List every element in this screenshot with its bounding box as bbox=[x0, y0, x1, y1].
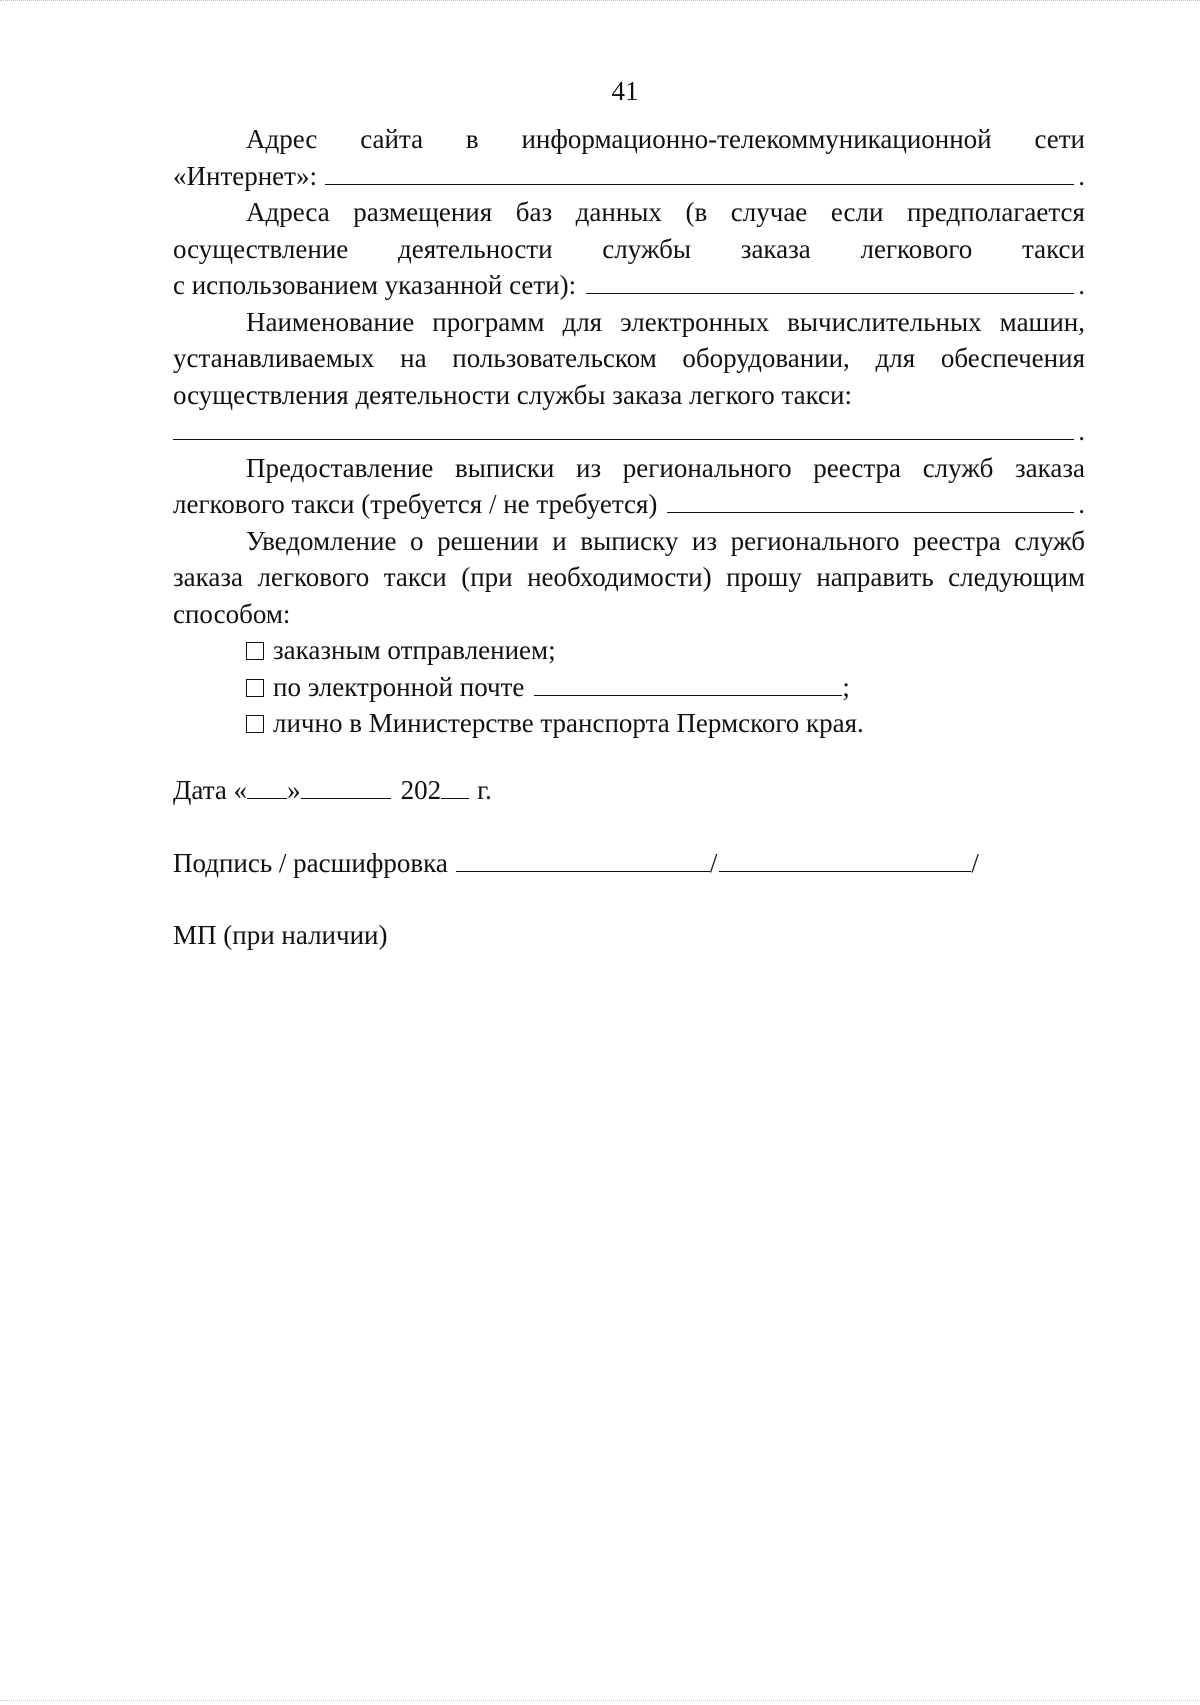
databases-word: осуществление bbox=[173, 233, 349, 264]
databases-word: предполагается bbox=[906, 197, 1085, 227]
website-word: Адрес bbox=[246, 124, 318, 154]
website-period: . bbox=[1078, 160, 1085, 191]
databases-word: (в bbox=[685, 197, 708, 227]
date-close-quote: » bbox=[287, 775, 301, 805]
databases-line-2 bbox=[173, 231, 1085, 268]
databases-field-line bbox=[173, 267, 1085, 304]
programs-text: Наименование программ для электронных вычислительных машин, устанавливаемых на пользовательском оборудовании, для обеспечения осуществления деятельности службы заказа легкого такси: bbox=[173, 306, 1085, 410]
website-word: информационно-телекоммуникационной bbox=[521, 124, 992, 154]
databases-word: службы bbox=[602, 233, 692, 264]
extract-label-2: легкового такси (требуется / не требуется) bbox=[173, 489, 658, 519]
databases-word: Адреса bbox=[246, 197, 330, 227]
databases-word: данных bbox=[575, 197, 662, 227]
date-day-input[interactable] bbox=[247, 776, 287, 799]
signature-input[interactable] bbox=[456, 849, 710, 872]
date-year-input[interactable] bbox=[441, 776, 469, 799]
databases-word: если bbox=[830, 197, 884, 227]
databases-word: баз bbox=[515, 197, 553, 227]
stamp-label: МП (при наличии) bbox=[173, 920, 388, 950]
databases-word: такси bbox=[1021, 233, 1085, 264]
extract-period: . bbox=[1078, 489, 1085, 519]
date-suffix: г. bbox=[477, 775, 492, 805]
option-label: заказным отправлением; bbox=[273, 635, 556, 665]
form-body bbox=[173, 121, 1085, 742]
website-label-line bbox=[173, 121, 1085, 158]
website-word: сети bbox=[1034, 124, 1085, 154]
notification-text: Уведомление о решении и выписку из регионального реестра служб заказа легкового такси (при необходимости) прошу направить следующим способом: bbox=[173, 525, 1085, 629]
website-word: сайта bbox=[360, 124, 424, 154]
databases-word: легкового bbox=[860, 233, 973, 264]
stamp-line bbox=[173, 920, 387, 951]
scan-edge-top bbox=[0, 0, 1200, 2]
website-word: в bbox=[465, 124, 479, 154]
programs-block bbox=[173, 304, 1085, 414]
programs-field-line bbox=[173, 413, 1085, 450]
databases-word: случае bbox=[730, 197, 808, 227]
databases-input-line[interactable] bbox=[586, 271, 1074, 294]
signature-end-slash: / bbox=[971, 848, 979, 878]
date-month-input[interactable] bbox=[301, 776, 391, 799]
checkbox-email[interactable] bbox=[246, 679, 264, 697]
option-in-person[interactable] bbox=[173, 705, 1085, 742]
date-year-prefix: 202 bbox=[400, 775, 442, 805]
date-line bbox=[173, 775, 492, 806]
programs-input-line[interactable] bbox=[173, 417, 1074, 440]
programs-period: . bbox=[1078, 416, 1085, 446]
option-registered-mail[interactable] bbox=[173, 632, 1085, 669]
databases-word: деятельности bbox=[397, 233, 553, 264]
databases-period: . bbox=[1078, 270, 1085, 300]
databases-label: с использованием указанной сети): bbox=[173, 270, 577, 300]
website-label: «Интернет»: bbox=[173, 160, 317, 191]
signature-separator: / bbox=[709, 848, 718, 878]
checkbox-in-person[interactable] bbox=[246, 715, 264, 733]
extract-field-line bbox=[173, 486, 1085, 523]
checkbox-registered-mail[interactable] bbox=[246, 642, 264, 660]
databases-word: размещения bbox=[353, 197, 493, 227]
signature-label: Подпись / расшифровка bbox=[173, 848, 448, 878]
signature-decryption-input[interactable] bbox=[719, 849, 971, 872]
signature-line bbox=[173, 848, 979, 879]
extract-line-1 bbox=[173, 450, 1085, 487]
databases-line-1 bbox=[173, 194, 1085, 231]
email-semicolon: ; bbox=[842, 671, 850, 702]
scan-edge-bottom bbox=[0, 1700, 1200, 1702]
extract-input-line[interactable] bbox=[667, 490, 1074, 513]
databases-word: заказа bbox=[740, 233, 811, 264]
website-field-line bbox=[173, 158, 1085, 195]
date-label: Дата « bbox=[173, 775, 248, 805]
extract-label: Предоставление выписки из регионального реестра служб заказа bbox=[246, 452, 1085, 483]
option-label: лично в Министерстве транспорта Пермского края. bbox=[273, 708, 864, 738]
page-number: 41 bbox=[611, 76, 639, 106]
email-input-line[interactable] bbox=[534, 673, 842, 696]
option-label: по электронной почте bbox=[273, 671, 525, 702]
option-email[interactable] bbox=[173, 669, 1085, 706]
website-input-line[interactable] bbox=[325, 162, 1074, 185]
